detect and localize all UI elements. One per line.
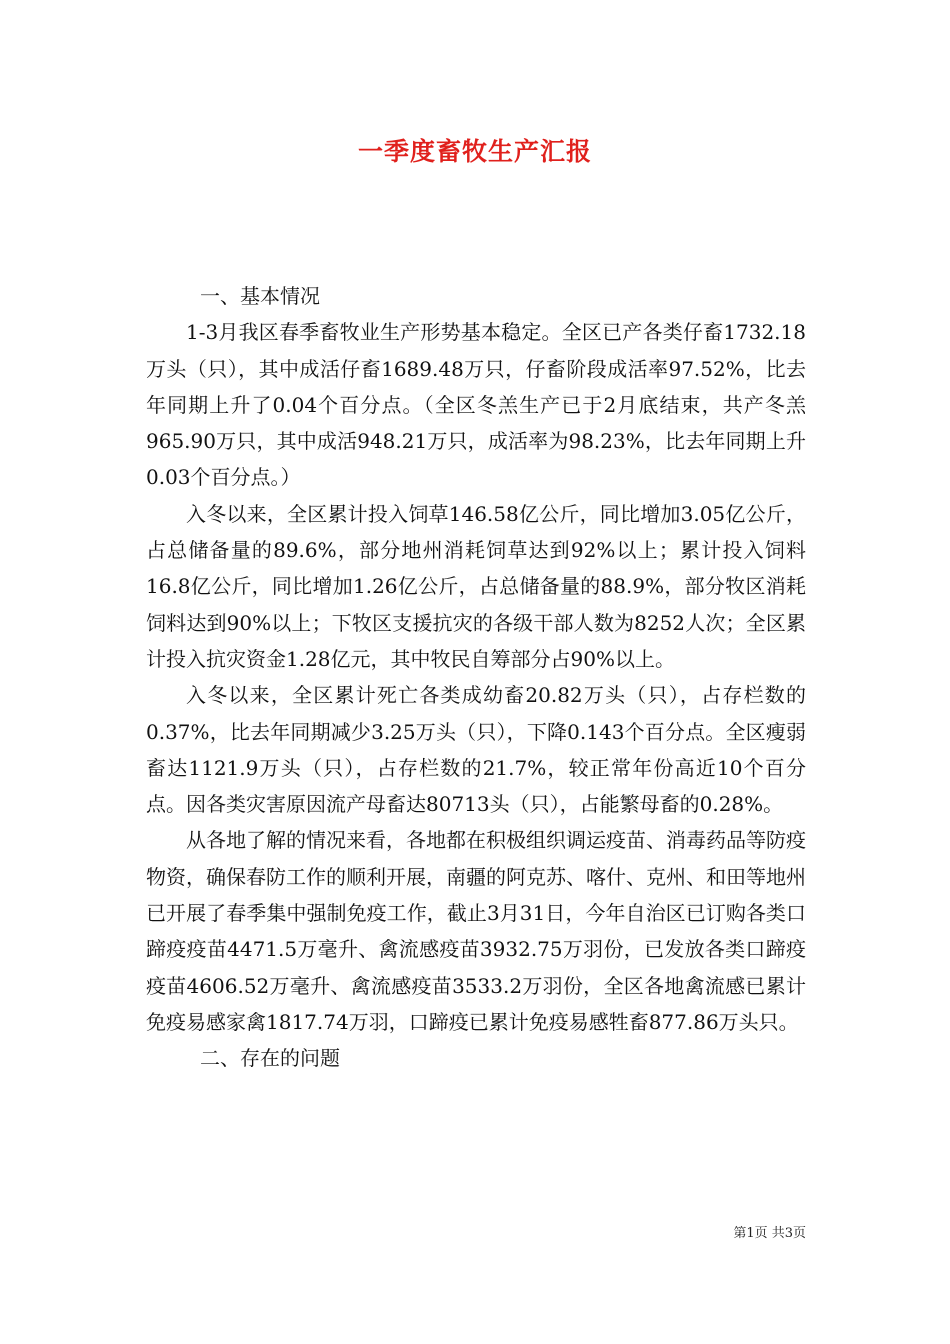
section-heading-basic: 一、基本情况 bbox=[200, 284, 320, 308]
document-body bbox=[146, 278, 806, 1077]
paragraph-losses: 入冬以来，全区累计死亡各类成幼畜20.82万头（只），占存栏数的0.37%，比去年同期减少3.25万头（只），下降0.143个百分点。全区瘦弱畜达1121.9万头（只），占存栏数的21.7%，较正常年份高近10个百分点。因各类灾害原因流产母畜达80713头（只），占能繁母畜的0.28%。 bbox=[146, 683, 806, 817]
paragraph-vaccination: 从各地了解的情况来看，各地都在积极组织调运疫苗、消毒药品等防疫物资，确保春防工作的顺利开展，南疆的阿克苏、喀什、克州、和田等地州已开展了春季集中强制免疫工作，截止3月31日，今年自治区已订购各类口蹄疫疫苗4471.5万毫升、禽流感疫苗3932.75万羽份，已发放各类口蹄疫疫苗4606.52万毫升、禽流感疫苗3533.2万羽份，全区各地禽流感已累计免疫易感家禽1817.74万羽，口蹄疫已累计免疫易感牲畜877.86万头只。 bbox=[146, 828, 806, 1034]
section-heading-problems: 二、存在的问题 bbox=[200, 1046, 340, 1071]
page-number: 第1页 共3页 bbox=[733, 1226, 806, 1241]
paragraph-forage: 入冬以来，全区累计投入饲草146.58亿公斤，同比增加3.05亿公斤，占总储备量的89.6%，部分地州消耗饲草达到92%以上；累计投入饲料16.8亿公斤，同比增加1.26亿公斤，占总储备量的88.9%，部分牧区消耗饲料达到90%以上；下牧区支援抗灾的各级干部人数为8252人次；全区累计投入抗灾资金1.28亿元，其中牧民自筹部分占90%以上。 bbox=[146, 501, 806, 671]
document-title: 一季度畜牧生产汇报 bbox=[357, 137, 592, 166]
paragraph-births: 1-3月我区春季畜牧业生产形势基本稳定。全区已产各类仔畜1732.18万头（只），其中成活仔畜1689.48万只，仔畜阶段成活率97.52%，比去年同期上升了0.04个百分点。（全区冬羔生产已于2月底结束，共产冬羔965.90万只，其中成活948.21万只，成活率为98.23%，比去年同期上升0.03个百分点。） bbox=[146, 320, 806, 490]
